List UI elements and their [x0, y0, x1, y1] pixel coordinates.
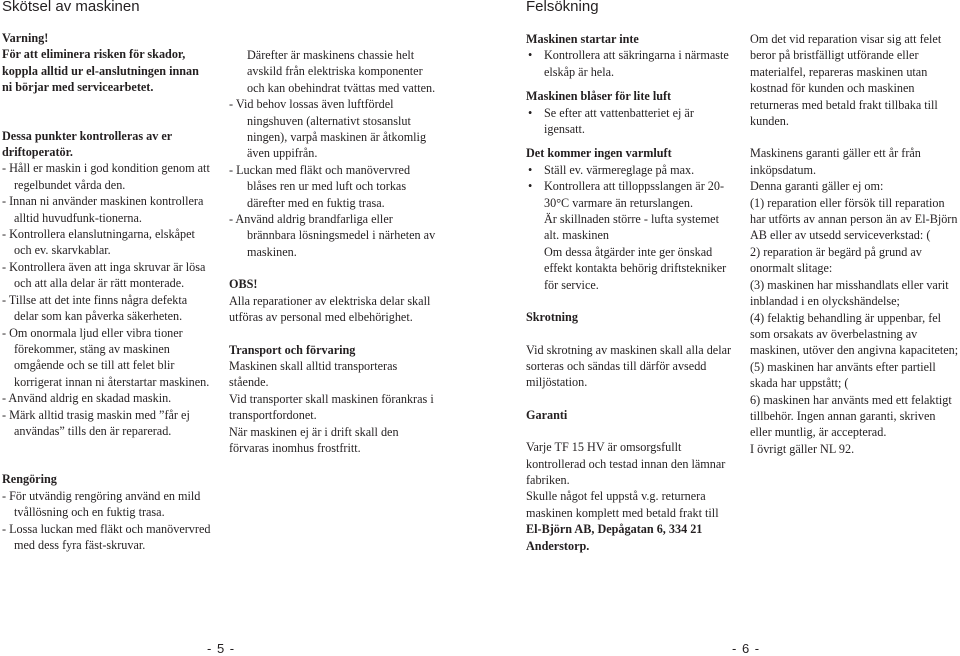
obs-title: OBS! [229, 277, 258, 292]
trouble-note: Är skillnaden större - lufta systemet alt. maskinen [544, 212, 719, 243]
check-item: - Om onormala ljud eller vibra tioner förekommer, stäng av maskinen omgående och se till att felet blir korrigerat innan ni återstartar maskinen. [2, 325, 210, 389]
warranty-line: I övrigt gäller NL 92. [750, 441, 855, 456]
warranty-line: (4) felaktig behandling är uppenbar, fel som orsakats av överbelastning av maskinen, utöver den angivna kapaciteten; [750, 310, 959, 358]
warranty-text: Skulle något fel uppstå v.g. returnera maskinen komplett med betald frakt till [526, 489, 719, 520]
cleaning-item: - För utvändig rengöring använd en mild tvållösning och en fuktig trasa. [2, 488, 201, 520]
scrap-title: Skrotning [526, 310, 578, 325]
warranty-line: 6) maskinen har använts med ett felaktigt tillbehör. Ingen annan garanti, skriven eller muntlig, är accepterad. [750, 392, 952, 440]
warranty-address: El-Björn AB, Depågatan 6, 334 21 Anderstorp. [526, 522, 703, 553]
warranty-line: (5) maskinen har använts efter partiell skada har uppstått; ( [750, 359, 936, 391]
trouble-note: Om dessa åtgärder inte ger önskad effekt kontakta behörig driftstekniker för service. [544, 244, 727, 292]
check-item: - Kontrollera även att inga skruvar är lösa och att alla delar är rätt monterade. [2, 259, 206, 291]
warning-text: För att eliminera risken för skador, koppla alltid ur el-anslutningen innan ni börjar med servicearbetet. [2, 47, 199, 95]
warranty-repair-text: Om det vid reparation visar sig att felet beror på bristfälligt utförande eller materialfel, repareras maskinen utan kostnad för kunden och maskinen returneras med betald frakt tillbaka till kunden. [750, 32, 942, 129]
trouble-bullet: • Ställ ev. värmereglage på max. [526, 162, 736, 178]
left-col-2 [229, 47, 439, 456]
page-number-right: - 6 - [732, 641, 761, 656]
warranty-line: 2) reparation är begärd på grund av onormalt slitage: [750, 244, 922, 276]
page-number-left: - 5 - [207, 641, 236, 656]
check-title: Dessa punkter kontrolleras av er driftoperatör. [2, 128, 172, 160]
maintenance-item: - Luckan med fläkt och manövervred blåses ren ur med luft och torkas därefter med en fuktig trasa. [229, 162, 411, 210]
left-col-1 [2, 30, 212, 553]
check-item: - Använd aldrig en skadad maskin. [2, 391, 172, 406]
obs-text: Alla reparationer av elektriska delar skall utföras av personal med elbehörighet. [229, 293, 431, 325]
check-item: - Håll er maskin i god kondition genom att regelbundet vårda den. [2, 161, 210, 192]
right-col-1 [526, 31, 736, 554]
check-item: - Tillse att det inte finns några defekta delar som kan påverka säkerheten. [2, 292, 188, 324]
trouble-bullet: • Se efter att vattenbatteriet ej är igensatt. [526, 105, 736, 138]
warranty-title: Garanti [526, 407, 568, 422]
check-item: - Märk alltid trasig maskin med ”får ej användas” tills den är reparerad. [2, 407, 190, 438]
warranty-line: (3) maskinen har misshandlats eller varit inblandad i en olyckshändelse; [750, 277, 949, 309]
page-header-right: Felsökning [526, 0, 599, 15]
right-col-2 [750, 31, 960, 457]
check-item: - Kontrollera elanslutningarna, elskåpet och ev. skarvkablar. [2, 227, 195, 258]
maintenance-item: - Använd aldrig brandfarliga eller brännbara lösningsmedel i närheten av maskinen. [229, 212, 436, 259]
maintenance-item: - Vid behov lossas även luftfördel ningshuven (alternativt stosanslut ningen), varpå maskinen är åtkomlig även uppifrån. [229, 97, 427, 161]
cleaning-title: Rengöring [2, 472, 57, 487]
warning-title: Varning! [2, 31, 49, 45]
trouble-title-no-heat: Det kommer ingen varmluft [526, 146, 672, 161]
check-item: - Innan ni använder maskinen kontrollera alltid huvudfunk-tionerna. [2, 194, 204, 225]
trouble-title-no-start: Maskinen startar inte [526, 32, 639, 46]
transport-line: När maskinen ej är i drift skall den förvaras inomhus frostfritt. [229, 424, 399, 455]
transport-title: Transport och förvaring [229, 342, 356, 357]
trouble-bullet: • Kontrollera att säkringarna i närmaste elskåp är hela. [526, 47, 736, 80]
warranty-line: Denna garanti gäller ej om: [750, 179, 884, 194]
scrap-text: Vid skrotning av maskinen skall alla delar sorteras och sändas till därför avsedd miljöstation. [526, 342, 732, 390]
warranty-line: (1) reparation eller försök till reparation har utförts av annan person än av El-Björn AB eller av utsedd serviceverkstad: ( [750, 195, 958, 243]
transport-line: Vid transporter skall maskinen förankras i transportfordonet. [229, 391, 434, 423]
warranty-text: Varje TF 15 HV är omsorgsfullt kontrollerad och testad innan den lämnar fabriken. [526, 440, 726, 487]
trouble-bullet: • Kontrollera att tilloppsslangen är 20-30°C varmare än returslangen. [526, 178, 736, 211]
trouble-title-low-air: Maskinen blåser för lite luft [526, 89, 672, 104]
transport-line: Maskinen skall alltid transporteras stående. [229, 358, 398, 390]
page-header-left: Skötsel av maskinen [2, 0, 140, 15]
chassis-intro: Därefter är maskinens chassie helt avskild från elektriska komponenter och kan obehindrat tvättas med vatten. [247, 48, 436, 95]
cleaning-item: - Lossa luckan med fläkt och manövervred med dess fyra fäst-skruvar. [2, 521, 211, 552]
warranty-line: Maskinens garanti gäller ett år från inköpsdatum. [750, 146, 921, 177]
